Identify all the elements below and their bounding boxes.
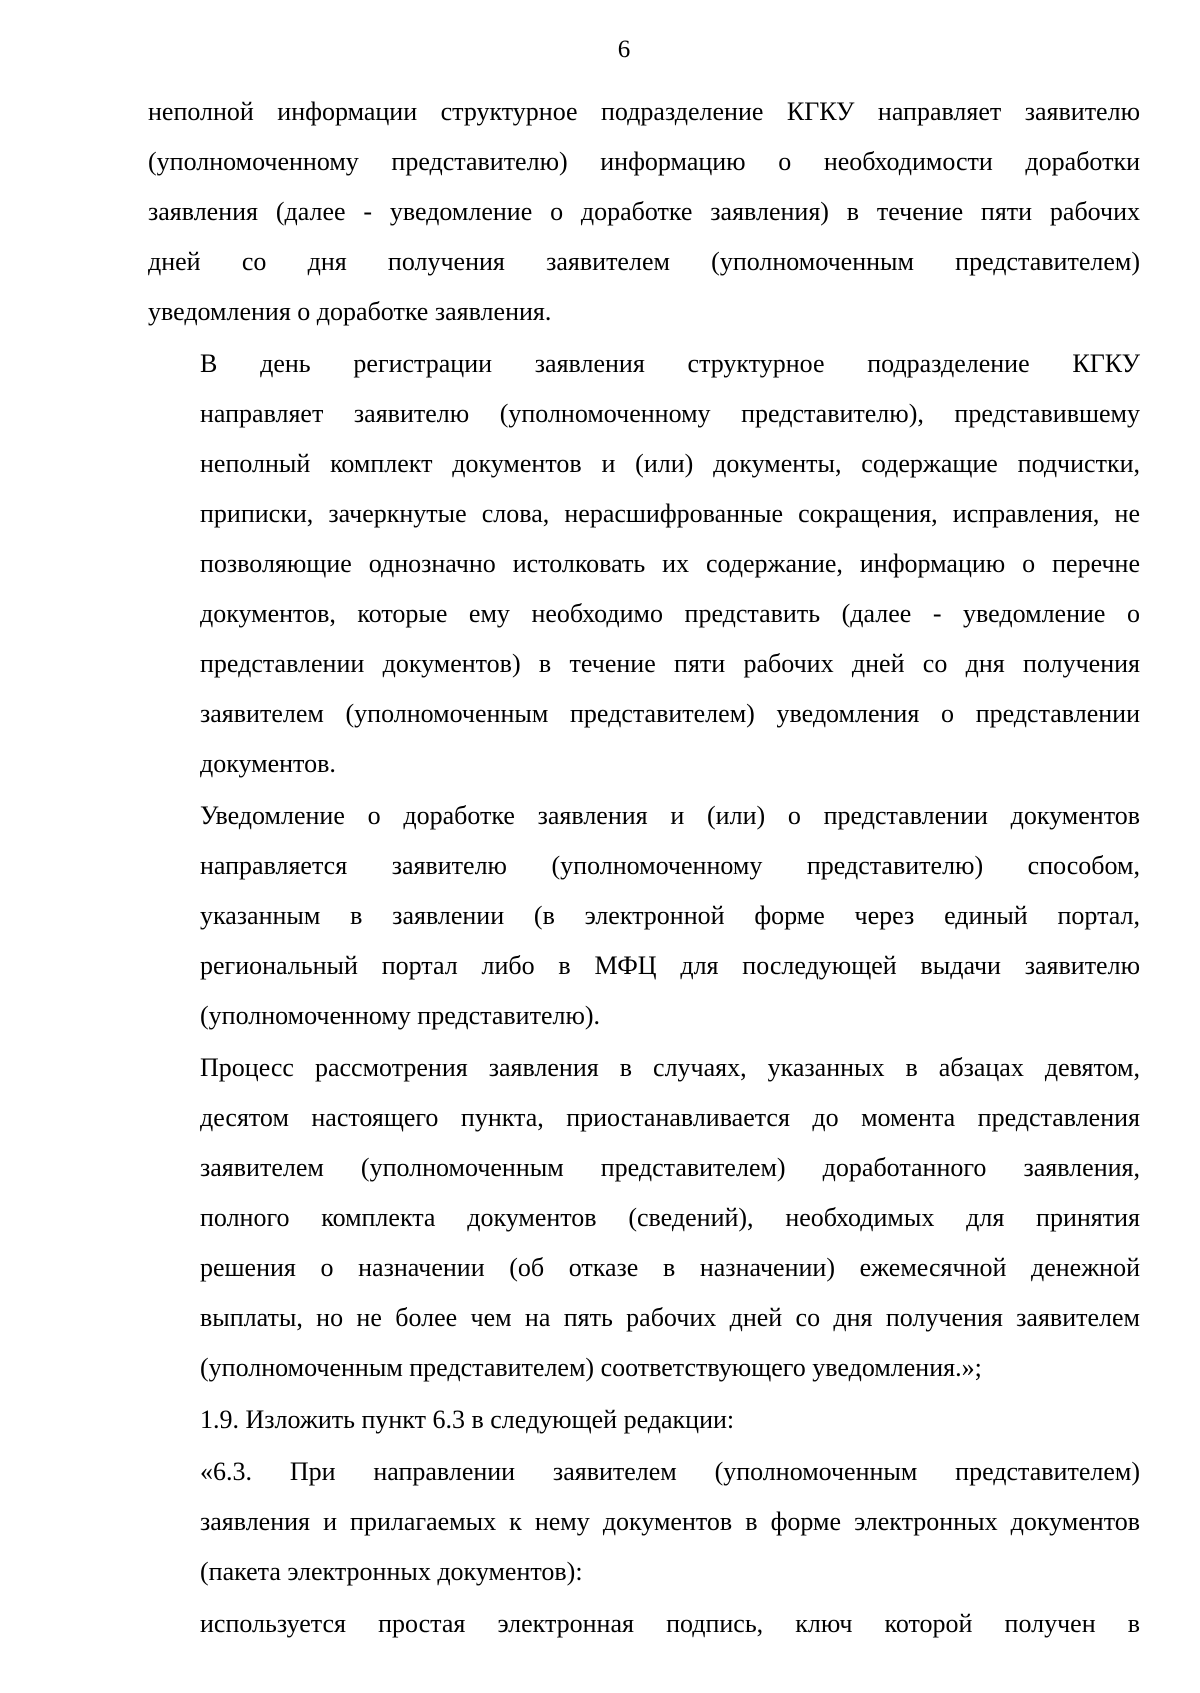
paragraph <box>148 1395 1140 1445</box>
text-line: заявителем (уполномоченным представителем) доработанного заявления, <box>200 1153 1140 1182</box>
text-line: региональный портал либо в МФЦ для последующей выдачи заявителю <box>200 951 1140 980</box>
text-line: полного комплекта документов (сведений), необходимых для принятия <box>200 1203 1140 1232</box>
text-line: (уполномоченному представителю). <box>200 1001 601 1030</box>
paragraph <box>148 339 1140 789</box>
text-line: (уполномоченному представителю) информацию о необходимости доработки <box>148 147 1140 176</box>
text-line: решения о назначении (об отказе в назначении) ежемесячной денежной <box>200 1253 1140 1282</box>
text-line: Уведомление о доработке заявления и (или) о представлении документов <box>200 801 1140 830</box>
paragraph <box>148 87 1140 337</box>
text-line: неполный комплект документов и (или) документы, содержащие подчистки, <box>200 449 1140 478</box>
text-line: десятом настоящего пункта, приостанавливается до момента представления <box>200 1103 1140 1132</box>
page-number: 6 <box>617 36 631 63</box>
text-line: уведомления о доработке заявления. <box>148 297 552 326</box>
text-line: неполной информации структурное подразделение КГКУ направляет заявителю <box>148 97 1140 126</box>
paragraph <box>148 791 1140 1041</box>
paragraph <box>148 1599 1140 1649</box>
paragraph <box>148 1447 1140 1597</box>
text-line: заявителем (уполномоченным представителем) уведомления о представлении <box>200 699 1140 728</box>
text-line: приписки, зачеркнутые слова, нерасшифрованные сокращения, исправления, не <box>200 499 1140 528</box>
text-line: (уполномоченным представителем) соответствующего уведомления.»; <box>200 1353 982 1382</box>
text-line: заявления (далее - уведомление о доработке заявления) в течение пяти рабочих <box>148 197 1140 226</box>
text-line: документов. <box>200 749 336 778</box>
text-line: Процесс рассмотрения заявления в случаях, указанных в абзацах девятом, <box>200 1053 1140 1082</box>
text-line: представлении документов) в течение пяти рабочих дней со дня получения <box>200 649 1140 678</box>
document-body <box>148 87 1140 1651</box>
text-line: 1.9. Изложить пункт 6.3 в следующей редакции: <box>200 1405 735 1434</box>
text-line: указанным в заявлении (в электронной форме через единый портал, <box>200 901 1140 930</box>
text-line: направляет заявителю (уполномоченному представителю), представившему <box>200 399 1140 428</box>
text-line: используется простая электронная подпись, ключ которой получен в <box>200 1609 1140 1638</box>
text-line: выплаты, но не более чем на пять рабочих дней со дня получения заявителем <box>200 1303 1140 1332</box>
paragraph <box>148 1043 1140 1393</box>
text-line: «6.3. При направлении заявителем (уполномоченным представителем) <box>200 1457 1140 1486</box>
text-line: документов, которые ему необходимо представить (далее - уведомление о <box>200 599 1140 628</box>
text-line: В день регистрации заявления структурное подразделение КГКУ <box>200 349 1140 378</box>
text-line: позволяющие однозначно истолковать их содержание, информацию о перечне <box>200 549 1140 578</box>
text-line: направляется заявителю (уполномоченному представителю) способом, <box>200 851 1140 880</box>
text-line: дней со дня получения заявителем (уполномоченным представителем) <box>148 247 1140 276</box>
text-line: заявления и прилагаемых к нему документов в форме электронных документов <box>200 1507 1140 1536</box>
text-line: (пакета электронных документов): <box>200 1557 583 1586</box>
